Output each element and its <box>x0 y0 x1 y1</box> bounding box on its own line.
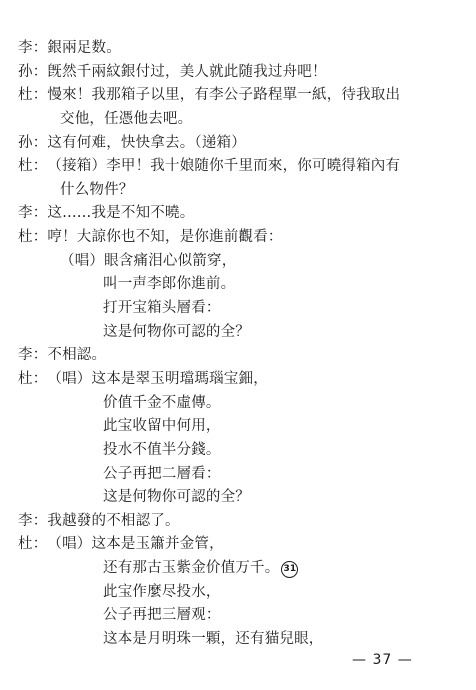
line-text: 叫一声李郎你進前。 <box>103 276 236 293</box>
line-18 <box>103 441 221 459</box>
line-text: 这是何物你可認的全？ <box>103 323 250 340</box>
page-number: — 37 — <box>352 652 413 668</box>
line-text: 此宝收留中何用， <box>103 418 221 435</box>
line-text: 銀兩足数。 <box>47 40 121 56</box>
speaker-label: 杜： <box>18 229 48 246</box>
speaker-label: 杜： <box>18 158 48 175</box>
line-text: 什么物件？ <box>60 181 134 198</box>
line-text: （唱）这本是玉簫并金管， <box>47 536 224 553</box>
line-7 <box>60 181 134 199</box>
speaker-label: 孙： <box>18 63 48 80</box>
line-10 <box>60 252 236 270</box>
line-text: （唱）眼含痛泪心似箭穿， <box>60 252 237 269</box>
line-text: 公子再把二層看： <box>103 465 221 482</box>
line-11 <box>103 275 235 293</box>
line-text: 这本是月明珠一顆，还有猫兒眼， <box>103 631 324 647</box>
line-22 <box>18 535 224 553</box>
line-text: 投水不值半分錢。 <box>103 441 221 458</box>
line-3 <box>18 86 400 104</box>
line-text: （唱）这本是翠玉明璫瑪瑙宝鈿， <box>47 370 268 387</box>
line-20 <box>103 488 250 506</box>
line-text: 慢來！我那箱子以里，有李公子路程單一紙，待我取出 <box>47 87 401 104</box>
line-text: 旣然千兩紋銀付过，美人就此随我过舟吧！ <box>47 63 327 80</box>
line-text: 此宝作麼尽投水， <box>103 583 221 600</box>
line-6 <box>18 157 400 175</box>
line-25 <box>103 606 221 624</box>
line-text: （接箱）李甲！我十娘随你千里而來，你可曉得箱內有 <box>47 158 401 175</box>
line-15 <box>18 370 268 388</box>
line-5 <box>18 134 246 152</box>
line-text: 公子再把三層观： <box>103 607 221 624</box>
line-16 <box>103 394 221 412</box>
line-26 <box>103 630 324 648</box>
speaker-label: 李： <box>18 512 48 529</box>
line-12 <box>103 299 221 317</box>
line-text: 我越發的不相認了。 <box>47 512 180 529</box>
line-14 <box>18 346 106 364</box>
speaker-label: 李： <box>18 40 48 56</box>
line-text: 交他，任憑他去吧。 <box>60 110 193 127</box>
line-text: 不相認。 <box>47 347 107 364</box>
speaker-label: 孙： <box>18 134 48 151</box>
line-23 <box>103 559 298 578</box>
speaker-label: 李： <box>18 347 48 364</box>
line-text: 这是何物你可認的全？ <box>103 489 250 506</box>
speaker-label: 杜： <box>18 87 48 104</box>
footnote-marker: 31 <box>281 561 298 578</box>
line-text: 这有何难，快快拿去。（递箱） <box>47 134 246 151</box>
line-text: 这……我是不知不曉。 <box>47 205 195 222</box>
line-17 <box>103 417 221 435</box>
line-8 <box>18 204 194 222</box>
line-1 <box>18 39 121 57</box>
line-21 <box>18 512 180 530</box>
speaker-label: 李： <box>18 205 48 222</box>
speaker-label: 杜： <box>18 536 48 553</box>
line-text: 还有那古玉紫金价值万千。 <box>103 560 280 577</box>
line-text: 哼！大諒你也不知，是你進前觀看： <box>47 229 283 246</box>
line-2 <box>18 63 327 81</box>
line-13 <box>103 323 250 341</box>
line-9 <box>18 228 283 246</box>
line-4 <box>60 110 192 128</box>
line-24 <box>103 583 221 601</box>
line-19 <box>103 465 221 483</box>
speaker-label: 杜： <box>18 370 48 387</box>
line-text: 价值千金不虛傳。 <box>103 394 221 411</box>
line-text: 打开宝箱头層看： <box>103 300 221 317</box>
